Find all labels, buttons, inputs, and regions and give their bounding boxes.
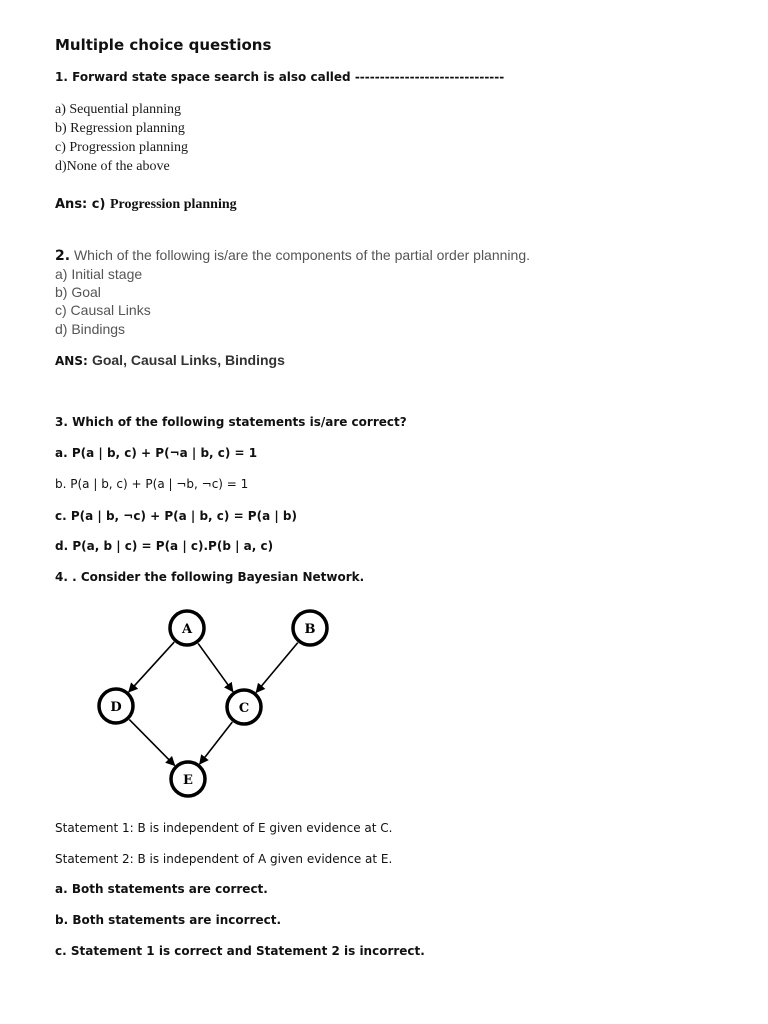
question-3-option-d: d. P(a, b | c) = P(a | c).P(b | a, c) [55, 539, 274, 553]
question-4-option-a: a. Both statements are correct. [55, 882, 268, 896]
bayesian-network-diagram [85, 598, 345, 806]
question-2-option-b: b) Goal [55, 284, 101, 300]
question-1-option-b: b) Regression planning [55, 121, 185, 136]
node-c [227, 690, 261, 724]
page-title: Multiple choice questions [55, 36, 272, 54]
question-4: 4. . Consider the following Bayesian Network. [55, 570, 365, 584]
edge-a-c [198, 643, 233, 691]
network-edges [129, 642, 298, 765]
node-a [170, 611, 204, 645]
question-1-answer-text: Progression planning [109, 197, 237, 212]
question-2-option-c: c) Causal Links [55, 302, 151, 318]
question-3-option-a: a. P(a | b, c) + P(¬a | b, c) = 1 [55, 446, 258, 460]
question-2-answer-text: Goal, Causal Links, Bindings [91, 352, 285, 368]
question-2-option-d: d) Bindings [55, 321, 126, 337]
statement-2: Statement 2: B is independent of A given evidence at E. [55, 852, 393, 866]
node-d-label: D [110, 700, 122, 715]
question-1-answer [55, 197, 237, 213]
edge-b-c [256, 643, 298, 693]
node-b [293, 611, 327, 645]
question-3-option-b: b. P(a | b, c) + P(a | ¬b, ¬c) = 1 [55, 477, 249, 491]
node-d [99, 689, 133, 723]
node-c-label: C [238, 701, 250, 716]
question-3-option-c: c. P(a | b, ¬c) + P(a | b, c) = P(a | b) [55, 509, 297, 523]
question-2-number: 2. [55, 248, 71, 264]
question-1-number: 1. [55, 70, 68, 84]
edge-d-e [129, 720, 174, 766]
question-1-option-c: c) Progression planning [55, 140, 188, 155]
question-1 [55, 70, 504, 84]
node-b-label: B [304, 622, 316, 637]
question-4-option-b: b. Both statements are incorrect. [55, 913, 281, 927]
question-2 [55, 247, 530, 264]
node-a-label: A [181, 622, 193, 637]
question-1-option-a: a) Sequential planning [55, 102, 181, 117]
question-4-option-c: c. Statement 1 is correct and Statement 2 is incorrect. [55, 944, 425, 958]
node-e [171, 762, 205, 796]
question-1-answer-prefix: Ans: c) [55, 197, 110, 212]
edge-a-d [129, 642, 174, 692]
question-2-answer-prefix: ANS: [55, 354, 92, 368]
node-e-label: E [183, 773, 193, 788]
question-1-text: Forward state space search is also called ------------------------------ [72, 70, 505, 84]
question-2-option-a: a) Initial stage [55, 266, 143, 282]
question-3: 3. Which of the following statements is/are correct? [55, 415, 407, 429]
statement-1: Statement 1: B is independent of E given evidence at C. [55, 821, 393, 835]
question-2-answer [55, 352, 285, 368]
question-1-option-d: d)None of the above [55, 159, 170, 174]
edge-c-e [200, 722, 233, 764]
question-2-text: Which of the following is/are the components of the partial order planning. [70, 247, 530, 263]
